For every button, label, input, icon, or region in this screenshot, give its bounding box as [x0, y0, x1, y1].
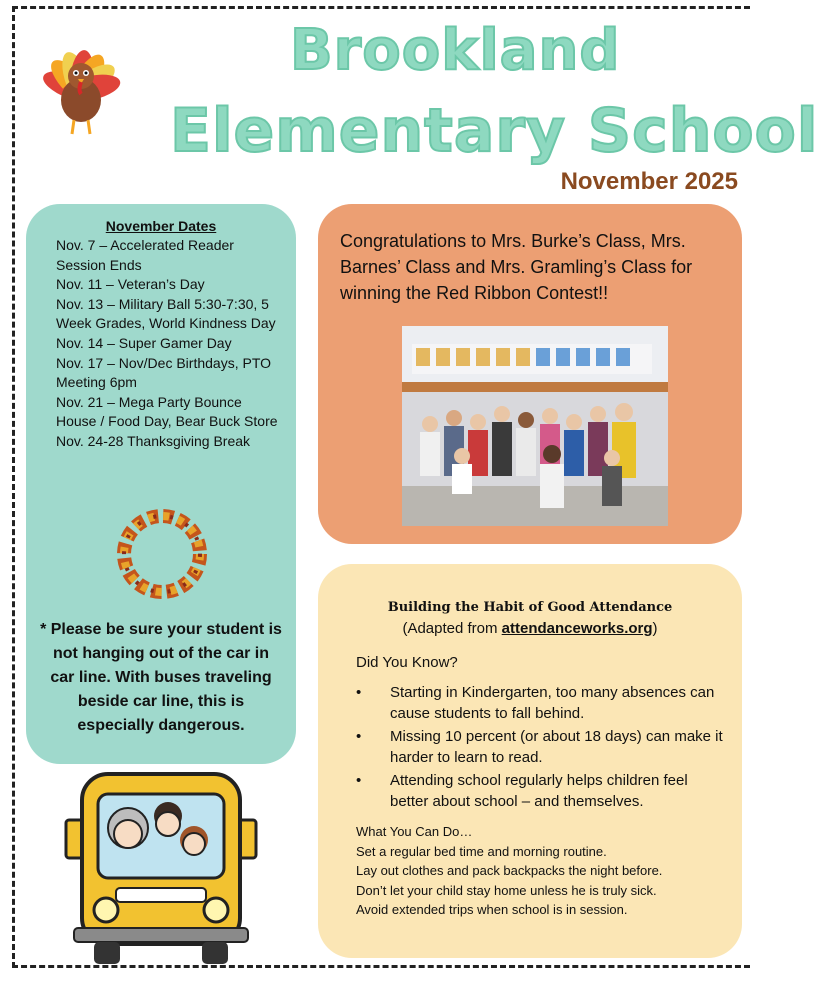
autumn-wreath-icon	[112, 504, 212, 604]
tip-item: Avoid extended trips when school is in session.	[356, 902, 628, 917]
congrats-message: Congratulations to Mrs. Burke’s Class, Mrs. Barnes’ Class and Mrs. Gramling’s Class for winning the Red Ribbon Contest!!	[340, 231, 693, 303]
attendance-facts-list	[356, 682, 726, 814]
tip-item: Set a regular bed time and morning routine.	[356, 843, 607, 859]
red-ribbon-panel	[318, 204, 742, 544]
list-item	[356, 770, 726, 812]
school-name-line-1: Brookland	[290, 18, 621, 83]
tip-item: Lay out clothes and pack backpacks the night before.	[356, 863, 663, 878]
date-item: Nov. 21 – Mega Party Bounce House / Food Day, Bear Buck Store	[56, 393, 278, 430]
bullet-icon: •	[356, 684, 362, 701]
dates-heading: November Dates	[105, 218, 217, 234]
fact-text: Missing 10 percent (or about 18 days) can make it harder to learn to read.	[390, 728, 723, 766]
attendanceworks-link[interactable]: attendanceworks.org	[501, 620, 653, 637]
date-item: Nov. 11 – Veteran’s Day	[56, 276, 205, 293]
bullet-icon: •	[356, 772, 362, 789]
date-item: Nov. 13 – Military Ball 5:30-7:30, 5 Week Grades, World Kindness Day	[56, 295, 276, 332]
class-photo	[402, 326, 668, 526]
school-name-line-2: Elementary School	[170, 96, 818, 166]
what-you-can-do-section	[356, 822, 736, 920]
turkey-icon	[26, 40, 136, 140]
what-you-can-do-heading: What You Can Do…	[356, 824, 473, 839]
tip-item: Don’t let your child stay home unless he is truly sick.	[356, 882, 657, 898]
list-item	[356, 682, 726, 724]
bullet-icon: •	[356, 728, 362, 745]
attendance-title: Building the Habit of Good Attendance	[387, 600, 673, 615]
school-bus-icon	[56, 770, 266, 970]
date-item: Nov. 14 – Super Gamer Day	[56, 334, 232, 351]
date-item: Nov. 24-28 Thanksgiving Break	[56, 432, 251, 449]
did-you-know-heading: Did You Know?	[356, 654, 458, 671]
dates-list	[56, 236, 281, 452]
november-dates-panel	[26, 204, 296, 764]
newsletter-date: November 2025	[560, 168, 738, 195]
date-item: Nov. 7 – Accelerated Reader Session Ends	[56, 237, 234, 273]
fact-text: Attending school regularly helps children feel better about school – and themselves.	[390, 772, 688, 810]
attendance-panel	[318, 564, 742, 958]
source-prefix: (Adapted from	[402, 620, 502, 637]
fact-text: Starting in Kindergarten, too many absences can cause students to fall behind.	[390, 684, 715, 722]
list-item	[356, 726, 726, 768]
source-suffix: )	[652, 620, 658, 637]
car-line-notice: * Please be sure your student is not hanging out of the car in car line. With buses traveling beside car line, this is especially dangerous.	[40, 621, 282, 734]
date-item: Nov. 17 – Nov/Dec Birthdays, PTO Meeting 6pm	[56, 354, 272, 391]
attendance-source	[318, 620, 742, 637]
